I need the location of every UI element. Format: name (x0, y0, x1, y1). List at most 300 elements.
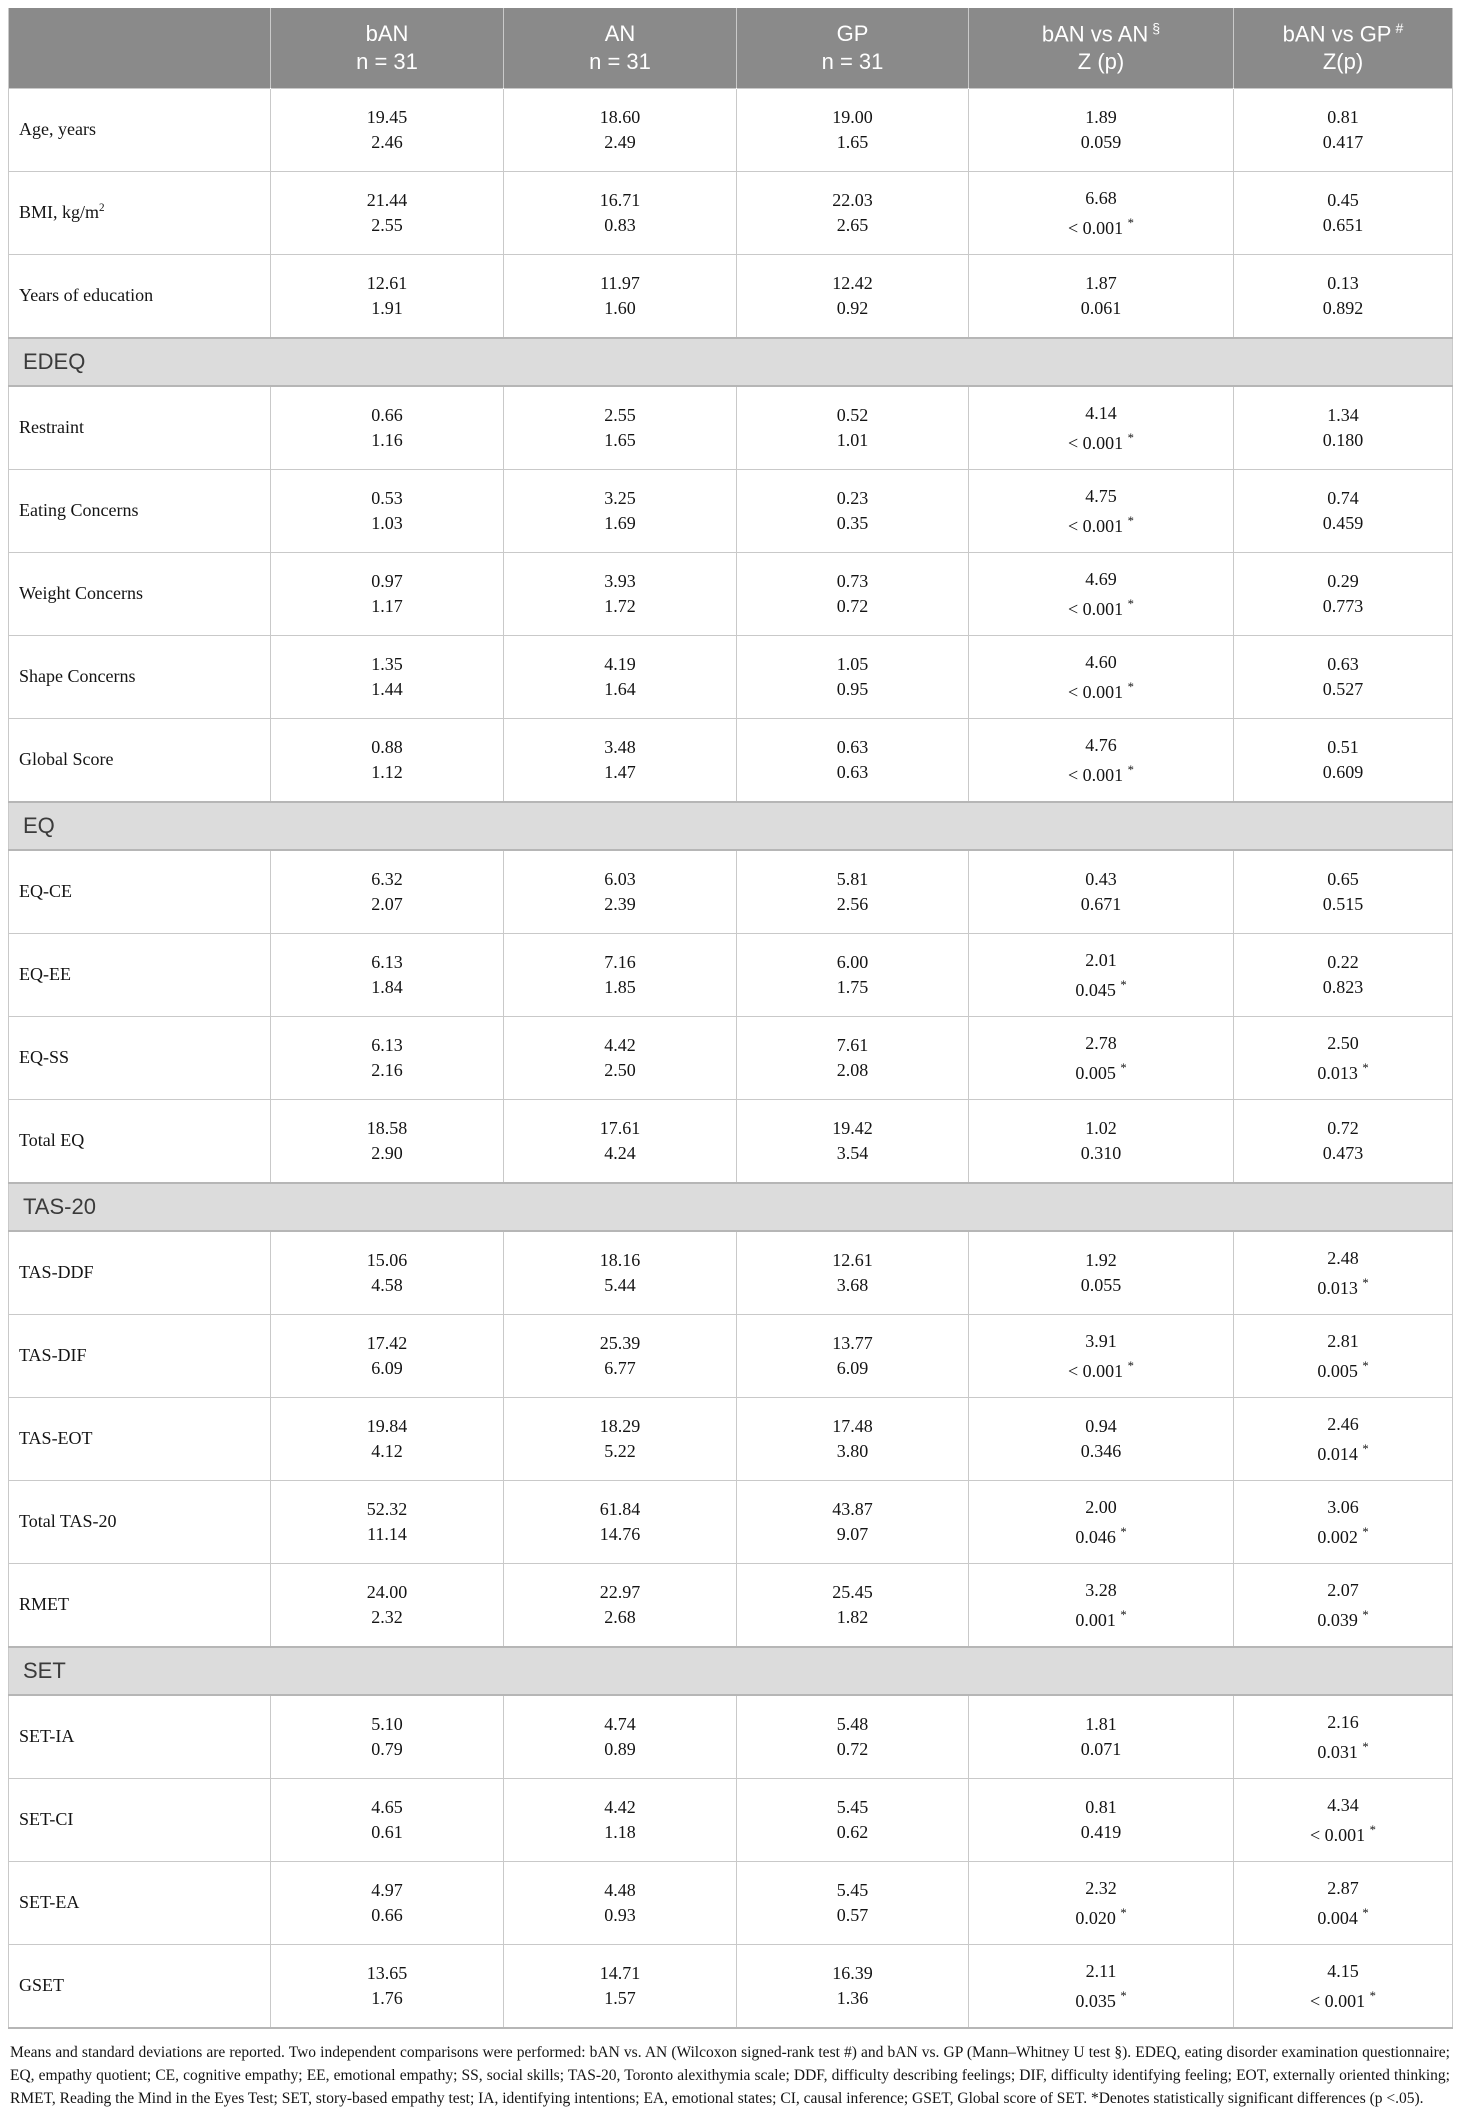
mean-value: 0.73 (836, 571, 869, 592)
value-cell (969, 88, 1234, 171)
mean-value: 19.84 (366, 1416, 408, 1437)
value-cell (737, 933, 969, 1016)
significance-asterisk: * (1120, 1060, 1127, 1075)
value-cell (1234, 1314, 1453, 1397)
column-header (504, 8, 737, 88)
value-cell (1234, 718, 1453, 802)
second-value: 1.76 (371, 1988, 403, 2009)
second-value: 2.90 (371, 1143, 403, 1164)
table-row (9, 1314, 1453, 1397)
row-label: TAS-DIF (9, 1314, 271, 1397)
mean-value: 17.42 (366, 1333, 408, 1354)
mean-value: 2.55 (604, 405, 636, 426)
mean-value: 2.16 (1327, 1711, 1359, 1732)
significance-asterisk: * (1127, 215, 1134, 230)
second-value: 0.005 * (1075, 1060, 1127, 1083)
second-value: 1.65 (604, 430, 636, 451)
second-value: 0.001 * (1075, 1607, 1127, 1630)
table-row (9, 552, 1453, 635)
mean-value: 18.58 (366, 1118, 408, 1139)
value-cell (737, 635, 969, 718)
second-value: 1.47 (604, 762, 636, 783)
column-header-title: bAN vs AN § (1041, 20, 1161, 47)
value-cell (271, 469, 504, 552)
value-cell (737, 1861, 969, 1944)
mean-value: 2.81 (1327, 1330, 1359, 1351)
section-title: EQ (9, 802, 1453, 850)
value-cell (737, 1397, 969, 1480)
value-cell (504, 1695, 737, 1779)
second-value: 2.07 (371, 894, 403, 915)
value-cell (1234, 88, 1453, 171)
mean-value: 19.45 (366, 107, 408, 128)
value-cell (271, 1314, 504, 1397)
mean-value: 0.65 (1327, 869, 1359, 890)
value-cell (1234, 469, 1453, 552)
value-cell (271, 1099, 504, 1183)
mean-value: 19.42 (832, 1118, 873, 1139)
mean-value: 0.43 (1085, 869, 1117, 890)
second-value: 5.44 (604, 1275, 636, 1296)
second-value: 1.18 (604, 1822, 636, 1843)
second-value: 1.82 (836, 1607, 869, 1628)
second-value: 0.071 (1080, 1739, 1122, 1760)
second-value: 6.09 (836, 1358, 869, 1379)
second-value: < 0.001 * (1068, 1358, 1134, 1381)
mean-value: 1.87 (1085, 273, 1117, 294)
mean-value: 61.84 (599, 1499, 641, 1520)
mean-value: 12.61 (366, 273, 408, 294)
second-value: 0.346 (1080, 1441, 1122, 1462)
second-value: 0.527 (1322, 679, 1364, 700)
mean-value: 4.60 (1085, 651, 1117, 672)
second-value: 1.16 (371, 430, 403, 451)
significance-asterisk: * (1120, 1607, 1127, 1622)
header-row (9, 8, 1453, 88)
second-value: 0.773 (1322, 596, 1364, 617)
mean-value: 1.34 (1327, 405, 1359, 426)
significance-asterisk: * (1120, 1905, 1127, 1920)
mean-value: 4.48 (604, 1880, 636, 1901)
column-header-symbol: § (1152, 20, 1161, 36)
second-value: 2.08 (836, 1060, 869, 1081)
table-row (9, 1016, 1453, 1099)
second-value: < 0.001 * (1068, 596, 1134, 619)
value-cell (969, 1480, 1234, 1563)
mean-value: 18.29 (599, 1416, 641, 1437)
value-cell (271, 635, 504, 718)
value-cell (737, 1099, 969, 1183)
row-label: Restraint (9, 386, 271, 470)
second-value: 14.76 (599, 1524, 641, 1545)
mean-value: 0.66 (371, 405, 403, 426)
significance-asterisk: * (1369, 1822, 1376, 1837)
second-value: 1.65 (836, 132, 869, 153)
value-cell (504, 552, 737, 635)
significance-asterisk: * (1362, 1905, 1369, 1920)
table-body (9, 88, 1453, 2028)
value-cell (504, 1480, 737, 1563)
value-cell (1234, 635, 1453, 718)
mean-value: 5.45 (836, 1797, 869, 1818)
section-header-row (9, 1183, 1453, 1231)
second-value: 1.12 (371, 762, 403, 783)
significance-asterisk: * (1362, 1524, 1369, 1539)
second-value: 3.80 (836, 1441, 869, 1462)
value-cell (1234, 171, 1453, 254)
row-label: SET-EA (9, 1861, 271, 1944)
mean-value: 0.13 (1327, 273, 1359, 294)
value-cell (737, 552, 969, 635)
second-value: 2.56 (836, 894, 869, 915)
second-value: 0.059 (1080, 132, 1122, 153)
second-value: < 0.001 * (1068, 513, 1134, 536)
value-cell (969, 552, 1234, 635)
value-cell (504, 1778, 737, 1861)
section-title: SET (9, 1647, 1453, 1695)
second-value: 0.417 (1322, 132, 1364, 153)
second-value: < 0.001 * (1068, 679, 1134, 702)
mean-value: 24.00 (366, 1582, 408, 1603)
row-label: TAS-EOT (9, 1397, 271, 1480)
mean-value: 7.16 (604, 952, 636, 973)
value-cell (737, 469, 969, 552)
mean-value: 5.81 (836, 869, 869, 890)
second-value: 0.055 (1080, 1275, 1122, 1296)
value-cell (271, 1397, 504, 1480)
mean-value: 17.48 (832, 1416, 873, 1437)
second-value: 2.46 (371, 132, 403, 153)
value-cell (271, 1695, 504, 1779)
row-label: Total TAS-20 (9, 1480, 271, 1563)
mean-value: 2.11 (1085, 1960, 1117, 1981)
second-value: 1.72 (604, 596, 636, 617)
mean-value: 3.06 (1327, 1496, 1359, 1517)
mean-value: 18.60 (599, 107, 641, 128)
table-row (9, 1563, 1453, 1647)
value-cell (271, 1861, 504, 1944)
value-cell (271, 850, 504, 934)
mean-value: 14.71 (599, 1963, 641, 1984)
table-row (9, 1778, 1453, 1861)
second-value: 0.892 (1322, 298, 1364, 319)
mean-value: 4.15 (1327, 1960, 1359, 1981)
value-cell (271, 1563, 504, 1647)
mean-value: 3.93 (604, 571, 636, 592)
mean-value: 0.45 (1327, 190, 1359, 211)
second-value: 0.62 (836, 1822, 869, 1843)
significance-asterisk: * (1127, 762, 1134, 777)
column-header-subtitle: n = 31 (821, 48, 884, 74)
mean-value: 6.13 (371, 1035, 403, 1056)
mean-value: 12.61 (832, 1250, 873, 1271)
mean-value: 2.00 (1085, 1496, 1117, 1517)
value-cell (737, 1231, 969, 1315)
value-cell (1234, 552, 1453, 635)
column-header (737, 8, 969, 88)
value-cell (504, 1016, 737, 1099)
mean-value: 6.68 (1085, 187, 1117, 208)
significance-asterisk: * (1120, 977, 1127, 992)
value-cell (271, 1016, 504, 1099)
significance-asterisk: * (1127, 430, 1134, 445)
second-value: 0.020 * (1075, 1905, 1127, 1928)
table-row (9, 1480, 1453, 1563)
mean-value: 0.23 (836, 488, 869, 509)
mean-value: 0.81 (1085, 1797, 1117, 1818)
significance-asterisk: * (1120, 1524, 1127, 1539)
second-value: 3.54 (836, 1143, 869, 1164)
value-cell (271, 171, 504, 254)
section-header-row (9, 1647, 1453, 1695)
value-cell (737, 1480, 969, 1563)
table-row (9, 850, 1453, 934)
second-value: 0.63 (836, 762, 869, 783)
significance-asterisk: * (1120, 1988, 1127, 2003)
mean-value: 21.44 (366, 190, 408, 211)
section-header-row (9, 802, 1453, 850)
mean-value: 4.42 (604, 1797, 636, 1818)
mean-value: 17.61 (599, 1118, 641, 1139)
table-row (9, 1099, 1453, 1183)
value-cell (1234, 254, 1453, 338)
mean-value: 6.32 (371, 869, 403, 890)
significance-asterisk: * (1127, 513, 1134, 528)
mean-value: 52.32 (366, 1499, 408, 1520)
mean-value: 0.53 (371, 488, 403, 509)
significance-asterisk: * (1362, 1739, 1369, 1754)
value-cell (271, 718, 504, 802)
second-value: 2.32 (371, 1607, 403, 1628)
value-cell (969, 1861, 1234, 1944)
value-cell (969, 850, 1234, 934)
value-cell (737, 1016, 969, 1099)
second-value: 1.84 (371, 977, 403, 998)
value-cell (504, 635, 737, 718)
row-label: SET-CI (9, 1778, 271, 1861)
mean-value: 13.65 (366, 1963, 408, 1984)
significance-asterisk: * (1362, 1358, 1369, 1373)
second-value: < 0.001 * (1310, 1988, 1376, 2011)
second-value: 0.89 (604, 1739, 636, 1760)
mean-value: 15.06 (366, 1250, 408, 1271)
mean-value: 0.72 (1327, 1118, 1359, 1139)
mean-value: 0.52 (836, 405, 869, 426)
mean-value: 0.51 (1327, 737, 1359, 758)
value-cell (504, 1231, 737, 1315)
second-value: 0.473 (1322, 1143, 1364, 1164)
second-value: 0.310 (1080, 1143, 1122, 1164)
value-cell (1234, 1231, 1453, 1315)
corner-header-cell (9, 8, 271, 88)
second-value: 11.14 (367, 1524, 407, 1545)
table-row (9, 386, 1453, 470)
value-cell (737, 1314, 969, 1397)
mean-value: 4.97 (371, 1880, 403, 1901)
value-cell (271, 1480, 504, 1563)
significance-asterisk: * (1127, 596, 1134, 611)
mean-value: 5.45 (836, 1880, 869, 1901)
section-title: EDEQ (9, 338, 1453, 386)
second-value: 0.92 (836, 298, 869, 319)
statistics-table (8, 8, 1453, 2029)
value-cell (271, 1778, 504, 1861)
mean-value: 22.97 (599, 1582, 641, 1603)
second-value: 0.609 (1322, 762, 1364, 783)
second-value: 2.16 (371, 1060, 403, 1081)
table-row (9, 171, 1453, 254)
mean-value: 43.87 (832, 1499, 873, 1520)
column-header-symbol: # (1395, 20, 1404, 36)
value-cell (969, 1099, 1234, 1183)
mean-value: 2.48 (1327, 1247, 1359, 1268)
second-value: 0.459 (1322, 513, 1364, 534)
mean-value: 0.88 (371, 737, 403, 758)
row-label: Shape Concerns (9, 635, 271, 718)
row-label: Age, years (9, 88, 271, 171)
mean-value: 4.19 (604, 654, 636, 675)
column-header-subtitle: n = 31 (589, 48, 651, 74)
second-value: 1.36 (836, 1988, 869, 2009)
row-label: EQ-EE (9, 933, 271, 1016)
mean-value: 16.71 (599, 190, 641, 211)
value-cell (1234, 850, 1453, 934)
value-cell (271, 1944, 504, 2028)
second-value: 0.005 * (1317, 1358, 1369, 1381)
value-cell (969, 171, 1234, 254)
row-label: GSET (9, 1944, 271, 2028)
second-value: 1.64 (604, 679, 636, 700)
value-cell (504, 469, 737, 552)
second-value: 0.013 * (1317, 1060, 1369, 1083)
significance-asterisk: * (1127, 1358, 1134, 1373)
mean-value: 18.16 (599, 1250, 641, 1271)
second-value: 0.061 (1080, 298, 1122, 319)
table-row (9, 254, 1453, 338)
value-cell (1234, 1861, 1453, 1944)
second-value: 0.93 (604, 1905, 636, 1926)
second-value: 0.35 (836, 513, 869, 534)
second-value: 0.66 (371, 1905, 403, 1926)
mean-value: 3.91 (1085, 1330, 1117, 1351)
mean-value: 2.46 (1327, 1413, 1359, 1434)
value-cell (969, 1016, 1234, 1099)
mean-value: 2.78 (1085, 1032, 1117, 1053)
value-cell (969, 1231, 1234, 1315)
column-header-title: GP (836, 20, 869, 46)
value-cell (969, 469, 1234, 552)
mean-value: 0.22 (1327, 952, 1359, 973)
second-value: 1.91 (371, 298, 403, 319)
second-value: 0.515 (1322, 894, 1364, 915)
significance-asterisk: * (1127, 679, 1134, 694)
mean-value: 4.65 (371, 1797, 403, 1818)
value-cell (969, 1397, 1234, 1480)
table-row (9, 1231, 1453, 1315)
second-value: 1.85 (604, 977, 636, 998)
section-title: TAS-20 (9, 1183, 1453, 1231)
significance-asterisk: * (1362, 1060, 1369, 1075)
column-header-title: bAN vs GP # (1282, 20, 1404, 47)
value-cell (1234, 1695, 1453, 1779)
second-value: 1.17 (371, 596, 403, 617)
value-cell (504, 1944, 737, 2028)
value-cell (737, 171, 969, 254)
second-value: 9.07 (836, 1524, 869, 1545)
table-header (9, 8, 1453, 88)
row-label: SET-IA (9, 1695, 271, 1779)
row-label: EQ-SS (9, 1016, 271, 1099)
value-cell (1234, 1944, 1453, 2028)
second-value: 0.72 (836, 596, 869, 617)
value-cell (504, 718, 737, 802)
second-value: 2.50 (604, 1060, 636, 1081)
value-cell (737, 88, 969, 171)
second-value: 0.035 * (1075, 1988, 1127, 2011)
mean-value: 2.01 (1085, 949, 1117, 970)
row-label-superscript: 2 (99, 202, 105, 215)
second-value: 4.58 (371, 1275, 403, 1296)
mean-value: 4.76 (1085, 734, 1117, 755)
mean-value: 0.29 (1327, 571, 1359, 592)
mean-value: 2.32 (1085, 1877, 1117, 1898)
second-value: 1.03 (371, 513, 403, 534)
second-value: 0.95 (836, 679, 869, 700)
row-label: EQ-CE (9, 850, 271, 934)
value-cell (271, 254, 504, 338)
mean-value: 4.34 (1327, 1794, 1359, 1815)
value-cell (737, 1695, 969, 1779)
second-value: 3.68 (836, 1275, 869, 1296)
value-cell (1234, 933, 1453, 1016)
row-label: Years of education (9, 254, 271, 338)
value-cell (1234, 1778, 1453, 1861)
value-cell (271, 552, 504, 635)
mean-value: 3.28 (1085, 1579, 1117, 1600)
table-row (9, 1695, 1453, 1779)
significance-asterisk: * (1362, 1441, 1369, 1456)
value-cell (504, 254, 737, 338)
mean-value: 13.77 (832, 1333, 873, 1354)
mean-value: 11.97 (600, 273, 640, 294)
row-label: RMET (9, 1563, 271, 1647)
mean-value: 3.48 (604, 737, 636, 758)
second-value: 1.75 (836, 977, 869, 998)
mean-value: 0.63 (1327, 654, 1359, 675)
value-cell (504, 1314, 737, 1397)
column-header-title: AN (604, 20, 636, 46)
second-value: < 0.001 * (1068, 762, 1134, 785)
value-cell (969, 635, 1234, 718)
row-label: Eating Concerns (9, 469, 271, 552)
row-label: Global Score (9, 718, 271, 802)
row-label: Weight Concerns (9, 552, 271, 635)
mean-value: 12.42 (832, 273, 873, 294)
second-value: 0.045 * (1075, 977, 1127, 1000)
table-row (9, 469, 1453, 552)
second-value: 0.79 (371, 1739, 403, 1760)
mean-value: 4.42 (604, 1035, 636, 1056)
significance-asterisk: * (1369, 1988, 1376, 2003)
second-value: 0.419 (1080, 1822, 1122, 1843)
value-cell (969, 1563, 1234, 1647)
second-value: 0.83 (604, 215, 636, 236)
mean-value: 1.02 (1085, 1118, 1117, 1139)
mean-value: 0.63 (836, 737, 869, 758)
table-row (9, 635, 1453, 718)
value-cell (504, 1397, 737, 1480)
value-cell (271, 1231, 504, 1315)
